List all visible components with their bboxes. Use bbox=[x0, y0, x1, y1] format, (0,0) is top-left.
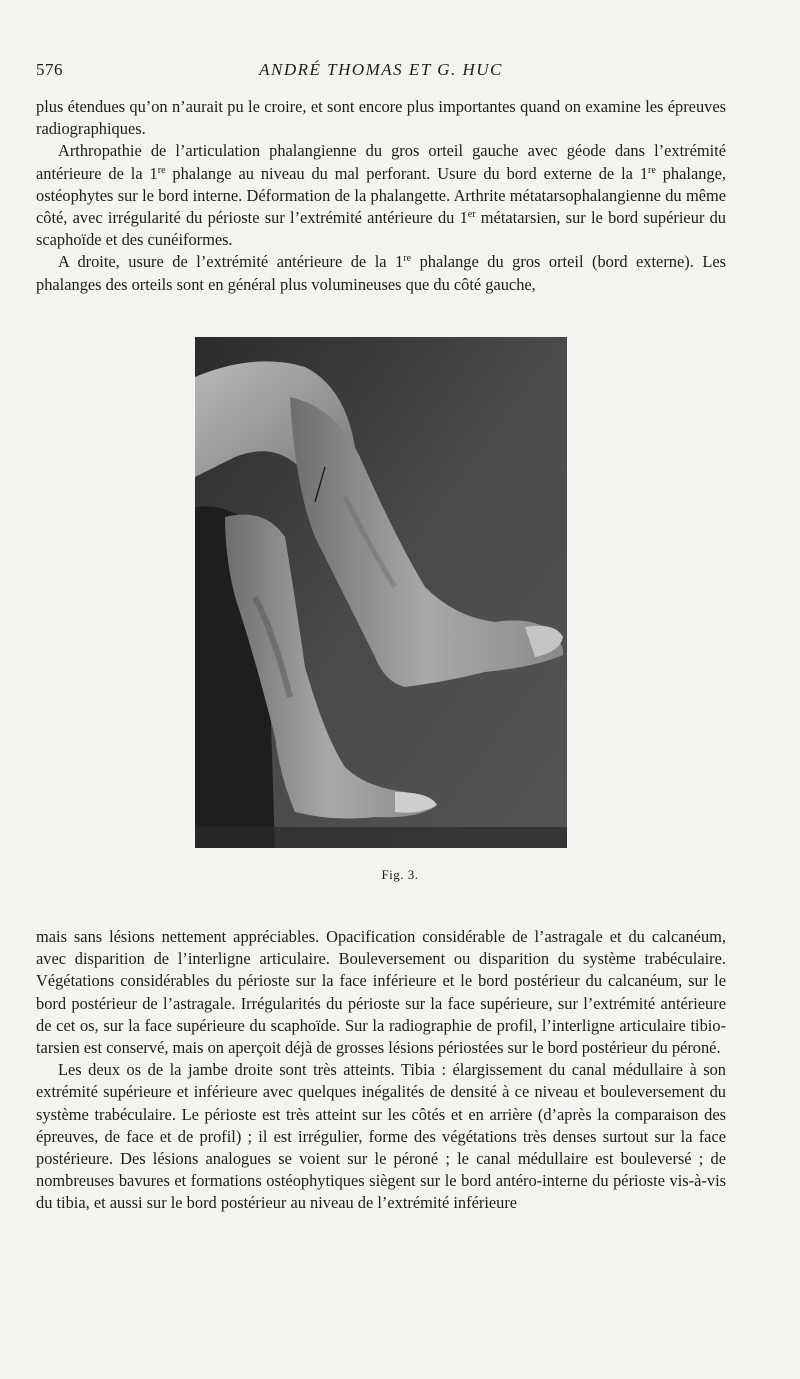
superscript: re bbox=[648, 164, 656, 176]
paragraph bbox=[36, 96, 726, 140]
superscript: re bbox=[403, 253, 412, 265]
paragraph-text: A droite, usure de l’extrémité antérieure de la 1 bbox=[58, 252, 404, 272]
page-header bbox=[36, 60, 726, 82]
paragraph bbox=[36, 1059, 726, 1214]
paragraph-text: phalange du gros orteil (bord externe). Les phalanges des orteils sont en général plus volumineuses que du côté gauche, bbox=[36, 252, 726, 294]
bottom-text-block bbox=[36, 926, 726, 1215]
legs-photo-illustration bbox=[195, 337, 567, 848]
paragraph-text: plus étendues qu’on n’aurait pu le croire, et sont encore plus importantes quand on examine les épreuves radiographiques. bbox=[36, 97, 726, 139]
figure-photograph bbox=[195, 337, 567, 848]
running-head: ANDRÉ THOMAS ET G. HUC bbox=[259, 60, 503, 79]
page-number: 576 bbox=[36, 60, 63, 79]
paragraph-text: métatarsien, sur le bord supérieur du scaphoïde et des cunéiformes. bbox=[36, 208, 726, 250]
superscript: er bbox=[467, 209, 476, 221]
superscript: re bbox=[157, 164, 166, 176]
paragraph-text: phalange, ostéophytes sur le bord interne. Déformation de la phalangette. Arthrite métatarsophalangienne du même côté, avec irrégularité du périoste sur l’extrémité antérieure du 1 bbox=[36, 163, 726, 228]
paragraph-text: phalange au niveau du mal perforant. Usure du bord externe de la 1 bbox=[165, 163, 649, 183]
paragraph-text: mais sans lésions nettement appréciables. Opacification considérable de l’astragale et du calcanéum, avec disparition de l’interligne articulaire. Bouleversement ou disparition du système trabéculaire. Végétations considérables du périoste sur la face inférieure et le bord postérieur du calcanéum, sur le bord postérieur de l’astragale. Irrégularités du périoste sur la face supérieure, sur l’extrémité antérieure de cet os, sur la face supérieure du scaphoïde. Sur la radiographie de profil, l’interligne articulaire tibio-tarsien est conservé, mais on aperçoit déjà de grosses lésions périostées sur le bord postérieur du péroné. bbox=[36, 927, 726, 1058]
paragraph bbox=[36, 926, 726, 1059]
paragraph bbox=[36, 140, 726, 251]
top-text-block bbox=[36, 96, 726, 296]
paragraph bbox=[36, 251, 726, 295]
figure-caption: Fig. 3. bbox=[381, 867, 419, 882]
paragraph-text: Les deux os de la jambe droite sont très atteints. Tibia : élargissement du canal médullaire à son extrémité supérieure et inférieure avec quelques inégalités de densité à ce niveau et bouleversement du système trabéculaire. Le périoste est très atteint sur les côtés et en arrière (d’après la comparaison des épreuves, de face et de profil) ; il est irrégulier, forme des végétations très denses surtout sur la face postérieure. Des lésions analogues se voient sur le péroné ; le canal médullaire est bouleversé ; de nombreuses bavures et formations ostéophytiques siègent sur le bord antéro-interne du périoste vis-à-vis du tibia, et aussi sur le bord postérieur au niveau de l’extrémité inférieure bbox=[36, 1060, 726, 1213]
paragraph-text: Arthropathie de l’articulation phalangienne du gros orteil gauche avec géode dans l’extrémité antérieure de la 1 bbox=[36, 141, 726, 183]
